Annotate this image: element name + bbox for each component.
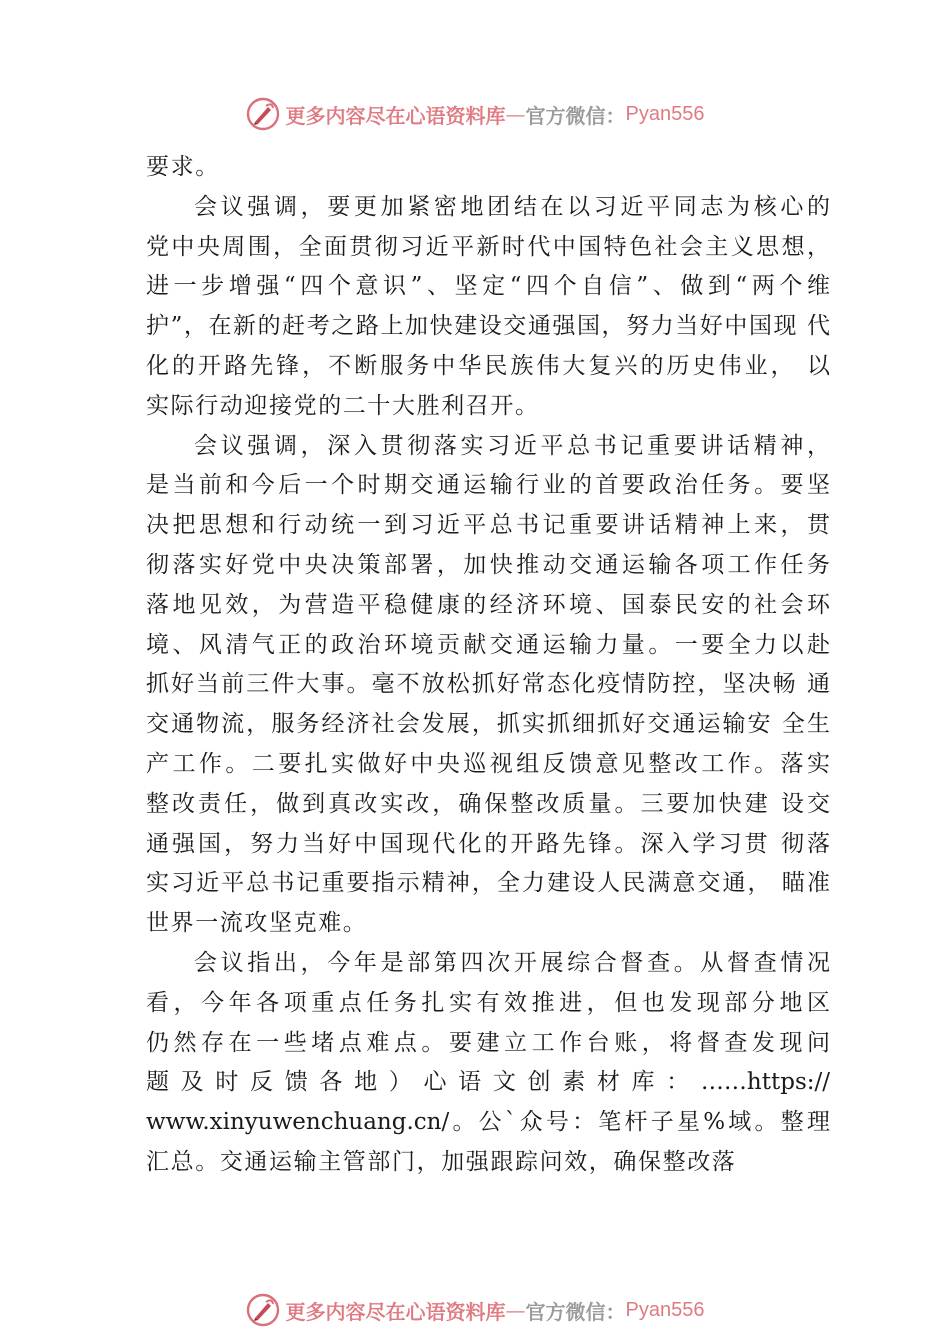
text-line: 境、风清气正的政治环境贡献交通运输力量。一要全力以赴 bbox=[146, 631, 830, 658]
text-line: 会议强调，要更加紧密地团结在以习近平同志为核心的 bbox=[194, 193, 830, 220]
pen-logo-icon bbox=[246, 1293, 280, 1327]
watermark-sub-text: 官方微信： bbox=[525, 1299, 626, 1324]
text-line: 会议强调，深入贯彻落实习近平总书记重要讲话精神， bbox=[194, 432, 830, 459]
text-line: www.xinyuwenchuang.cn/。公`众号：笔杆子星%域。整理 bbox=[146, 1109, 830, 1136]
text-line: 仍然存在一些堵点难点。要建立工作台账，将督查发现问 bbox=[146, 1029, 830, 1056]
text-line: 护”，在新的赶考之路上加快建设交通强国，努力当好中国现 代 bbox=[146, 313, 830, 340]
watermark-sub-text: 官方微信： bbox=[525, 103, 626, 128]
text-line: 实习近平总书记重要指示精神，全力建设人民满意交通， 瞄准 bbox=[146, 870, 830, 897]
watermark-wechat-id: Pyan556 bbox=[625, 102, 705, 125]
text-line: 题及时反馈各地）心语文创素材库：……https:// bbox=[146, 1069, 830, 1096]
text-line: 通强国，努力当好中国现代化的开路先锋。深入学习贯 彻落 bbox=[146, 830, 830, 857]
watermark-wechat-id: Pyan556 bbox=[625, 1298, 705, 1321]
text-line: 是当前和今后一个时期交通运输行业的首要政治任务。要坚 bbox=[146, 472, 830, 499]
text-line: 化的开路先锋，不断服务中华民族伟大复兴的历史伟业， 以 bbox=[146, 352, 830, 379]
text-line: 世界一流攻坚克难。 bbox=[146, 910, 368, 937]
text-line: 决把思想和行动统一到习近平总书记重要讲话精神上来，贯 bbox=[146, 512, 830, 539]
text-line: 整改责任，做到真改实改，确保整改质量。三要加快建 设交 bbox=[146, 790, 830, 817]
header-watermark bbox=[0, 94, 950, 134]
text-line: 彻落实好党中央决策部署，加快推动交通运输各项工作任务 bbox=[146, 551, 830, 578]
watermark-separator: — bbox=[505, 1298, 526, 1322]
watermark-main-text: 更多内容尽在心语资料库 bbox=[285, 1299, 506, 1324]
text-line: 党中央周围，全面贯彻习近平新时代中国特色社会主义思想， bbox=[146, 233, 830, 260]
watermark-main-text: 更多内容尽在心语资料库 bbox=[285, 103, 506, 128]
text-line: 交通物流，服务经济社会发展，抓实抓细抓好交通运输安 全生 bbox=[146, 711, 830, 738]
text-line: 要求。 bbox=[146, 154, 220, 180]
text-line: 落地见效，为营造平稳健康的经济环境、国泰民安的社会环 bbox=[146, 591, 830, 618]
pen-logo-icon bbox=[246, 97, 280, 131]
text-line: 会议指出，今年是部第四次开展综合督查。从督查情况 bbox=[194, 949, 830, 976]
text-line: 看，今年各项重点任务扎实有效推进，但也发现部分地区 bbox=[146, 989, 830, 1016]
text-line: 抓好当前三件大事。毫不放松抓好常态化疫情防控，坚决畅 通 bbox=[146, 671, 830, 698]
watermark-separator: — bbox=[505, 102, 526, 126]
text-line: 实际行动迎接党的二十大胜利召开。 bbox=[146, 392, 540, 419]
text-line: 进一步增强“四个意识”、坚定“四个自信”、做到“两个维 bbox=[146, 273, 830, 300]
document-body bbox=[146, 148, 830, 1183]
text-line: 产工作。二要扎实做好中央巡视组反馈意见整改工作。落实 bbox=[146, 750, 830, 777]
text-line: 汇总。交通运输主管部门，加强跟踪问效，确保整改落 bbox=[146, 1148, 737, 1175]
footer-watermark bbox=[0, 1290, 950, 1330]
